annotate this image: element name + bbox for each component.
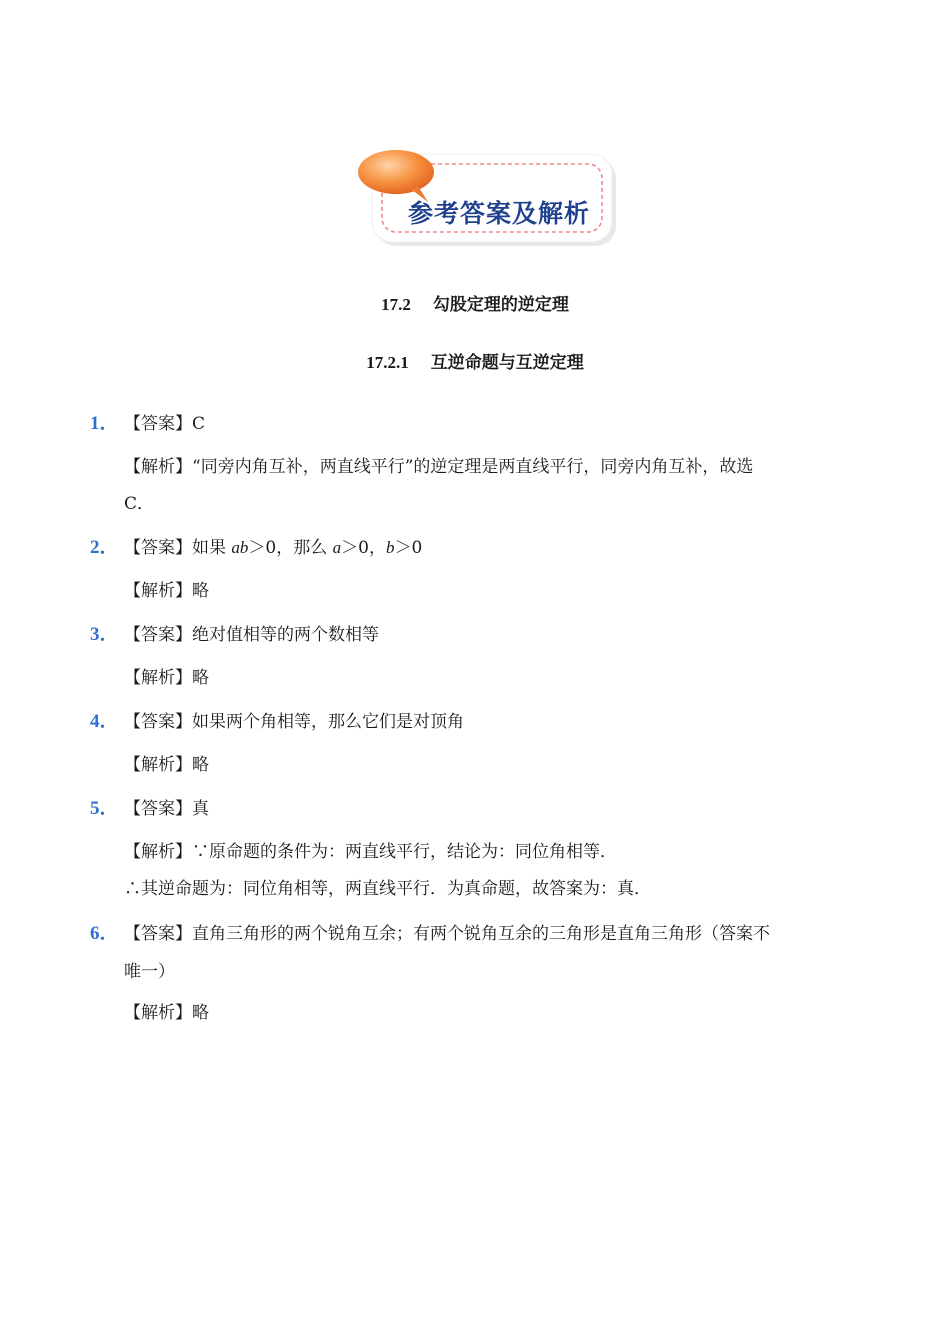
answer-text: 如果两个角相等，那么它们是对顶角: [192, 712, 464, 732]
answer-text: 如果: [192, 538, 232, 558]
analysis-line: [124, 666, 209, 690]
subsection-number: 17.2.1: [366, 353, 409, 372]
analysis-text: 略: [192, 581, 209, 601]
subsection-title: 互逆命题与互逆定理: [430, 353, 584, 373]
answer-text: 真: [192, 799, 209, 819]
answer-text: 绝对值相等的两个数相等: [192, 625, 379, 645]
answer-continuation: 唯一）: [124, 962, 175, 982]
answer-label: 【答案】: [124, 538, 192, 558]
question-number: 4．: [90, 711, 119, 732]
answer-label: 【答案】: [124, 924, 192, 944]
banner-title: 参考答案及解析: [407, 199, 590, 228]
variable-b: b: [385, 538, 395, 557]
answer-text: ＞0，: [341, 538, 386, 558]
variable-a: a: [332, 538, 342, 557]
answer-label: 【答案】: [124, 712, 192, 732]
answer-banner: [354, 146, 622, 250]
answer-text: ＞0: [394, 538, 423, 558]
analysis-label: 【解析】: [124, 581, 192, 601]
question-number: 6．: [90, 923, 119, 944]
subsection-heading: [0, 348, 950, 373]
analysis-line: [124, 840, 617, 864]
section-heading: [0, 290, 950, 315]
question-number: 3．: [90, 624, 119, 645]
question-number: 1．: [90, 413, 119, 434]
analysis-label: 【解析】: [124, 755, 192, 775]
analysis-label: 【解析】: [124, 457, 192, 477]
answer-line: [124, 922, 770, 946]
analysis-line: [124, 753, 209, 777]
answer-text: C: [192, 414, 206, 434]
analysis-label: 【解析】: [124, 842, 192, 862]
analysis-label: 【解析】: [124, 1003, 192, 1023]
analysis-text: 略: [192, 1003, 209, 1023]
analysis-text: 略: [192, 668, 209, 688]
answer-label: 【答案】: [124, 625, 192, 645]
answer-line: [124, 623, 379, 647]
analysis-label: 【解析】: [124, 668, 192, 688]
analysis-text: “同旁内角互补，两直线平行”的逆定理是两直线平行，同旁内角互补，故选: [192, 457, 754, 477]
answer-label: 【答案】: [124, 799, 192, 819]
analysis-text: 略: [192, 755, 209, 775]
analysis-text: ∵原命题的条件为：两直线平行，结论为：同位角相等．: [192, 842, 617, 862]
analysis-line: [124, 1001, 209, 1025]
answer-text: 直角三角形的两个锐角互余；有两个锐角互余的三角形是直角三角形（答案不: [192, 924, 770, 944]
analysis-continuation: ∴其逆命题为：同位角相等，两直线平行．为真命题，故答案为：真．: [124, 879, 651, 899]
question-number: 5．: [90, 798, 119, 819]
section-number: 17.2: [381, 295, 411, 314]
analysis-continuation: C．: [124, 494, 155, 514]
section-title: 勾股定理的逆定理: [432, 295, 569, 315]
answer-line: [124, 797, 209, 821]
question-number: 2．: [90, 537, 119, 558]
answer-label: 【答案】: [124, 414, 192, 434]
answer-line: [124, 536, 422, 560]
answer-line: [124, 710, 464, 734]
variable-ab: ab: [231, 538, 249, 557]
analysis-line: [124, 455, 753, 479]
answer-line: [124, 412, 205, 436]
analysis-line: [124, 579, 209, 603]
answer-text: ＞0，那么: [248, 538, 333, 558]
